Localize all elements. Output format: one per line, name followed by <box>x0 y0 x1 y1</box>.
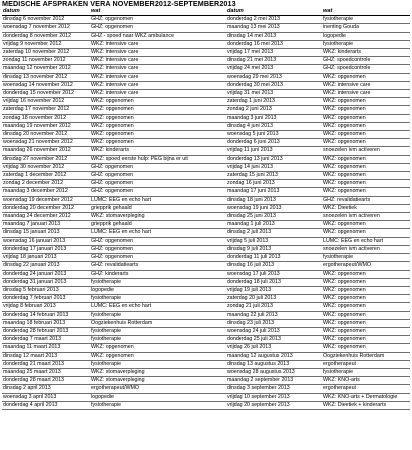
what-right-cell: snoezelen ivm activeren <box>322 245 410 253</box>
date-left-cell: dinsdag 22 januari 2013 <box>2 262 90 270</box>
date-left-cell: maandag 3 december 2012 <box>2 188 90 196</box>
date-left-cell: dinsdag 27 november 2012 <box>2 155 90 163</box>
what-right-cell: WKZ: opgenomen <box>322 286 410 294</box>
date-right-cell: vrijdag 26 juli 2013 <box>226 344 322 352</box>
date-left-cell: dinsdag 5 februari 2013 <box>2 286 90 294</box>
date-right-cell: woensdag 29 mei 2013 <box>226 73 322 81</box>
date-left-cell: vrijdag 9 november 2012 <box>2 40 90 48</box>
table-row <box>2 286 410 294</box>
date-left-cell: vrijdag 8 februari 2013 <box>2 303 90 311</box>
date-right-cell: zondag 2 juni 2013 <box>226 106 322 114</box>
what-left-cell: Oogziekenhuis Rotterdam <box>90 319 226 327</box>
date-left-cell: donderdag 4 april 2013 <box>2 401 90 409</box>
what-right-cell: WKZ: opgenomen <box>322 139 410 147</box>
date-right-cell: maandag 17 juni 2013 <box>226 188 322 196</box>
date-left-cell: woensdag 16 januari 2013 <box>2 237 90 245</box>
table-row <box>2 262 410 270</box>
date-left-cell: woensdag 3 april 2013 <box>2 393 90 401</box>
what-right-cell: WKZ: opgenomen <box>322 180 410 188</box>
what-right-cell: WKZ: opgenomen <box>322 319 410 327</box>
what-left-cell: griepprik gehaald <box>90 204 226 212</box>
what-right-cell: fysiotherapie <box>322 40 410 48</box>
what-right-cell: ergotherapeut/WMO <box>322 262 410 270</box>
what-right-cell: WKZ: opgenomen <box>322 278 410 286</box>
what-left-cell: GHZ: opgenomen <box>90 237 226 245</box>
table-row <box>2 180 410 188</box>
table-row <box>2 172 410 180</box>
what-right-cell: WKZ: Dieetiek <box>322 204 410 212</box>
date-left-cell: vrijdag 30 november 2012 <box>2 163 90 171</box>
table-row <box>2 147 410 155</box>
what-left-cell: GHZ: opgenomen <box>90 254 226 262</box>
date-left-cell: zondag 2 december 2012 <box>2 180 90 188</box>
what-right-cell: WKZ: kinderarts <box>322 49 410 57</box>
what-left-cell: GHZ: opgenomen <box>90 16 226 24</box>
date-right-cell: zondag 21 juli 2013 <box>226 303 322 311</box>
date-left-cell: maandag 25 maart 2013 <box>2 368 90 376</box>
what-right-cell: WKZ: opgenomen <box>322 270 410 278</box>
date-right-cell: vrijdag 31 mei 2013 <box>226 90 322 98</box>
date-left-cell: maandag 24 december 2012 <box>2 213 90 221</box>
table-row <box>2 278 410 286</box>
what-right-cell: WKZ: opgenomen <box>322 106 410 114</box>
table-row <box>2 131 410 139</box>
date-right-cell: zondag 16 juni 2013 <box>226 180 322 188</box>
date-right-cell: woensdag 28 augustus 2013 <box>226 368 322 376</box>
date-right-cell: donderdag 25 juli 2013 <box>226 336 322 344</box>
date-left-cell: donderdag 31 januari 2013 <box>2 278 90 286</box>
what-right-cell: Oogziekenhuis Rotterdam <box>322 352 410 360</box>
date-right-cell: vrijdag 14 juni 2013 <box>226 163 322 171</box>
date-left-cell: maandag 11 maart 2013 <box>2 344 90 352</box>
what-right-cell: fysiotherapie <box>322 368 410 376</box>
date-right-cell: vrijdag 19 juli 2013 <box>226 286 322 294</box>
table-row <box>2 401 410 409</box>
table-row <box>2 73 410 81</box>
what-right-cell: WKZ: opgenomen <box>322 98 410 106</box>
date-right-cell: zaterdag 20 juli 2013 <box>226 295 322 303</box>
date-left-cell: dinsdag 2 april 2013 <box>2 385 90 393</box>
what-left-cell: WKZ: opgenomen <box>90 352 226 360</box>
date-right-cell: donderdag 11 juli 2013 <box>226 254 322 262</box>
date-left-cell: donderdag 21 maart 2013 <box>2 360 90 368</box>
date-left-cell: dinsdag 20 november 2012 <box>2 131 90 139</box>
table-row <box>2 65 410 73</box>
date-right-cell: vrijdag 20 september 2013 <box>226 401 322 409</box>
what-left-cell: WKZ: intensive care <box>90 73 226 81</box>
date-left-cell: dinsdag 13 november 2012 <box>2 73 90 81</box>
date-right-cell: woensdag 5 juni 2013 <box>226 131 322 139</box>
what-left-cell: WKZ: opgenomen <box>90 106 226 114</box>
what-right-cell: WKZ: opgenomen <box>322 172 410 180</box>
what-right-cell: fysiotherapie <box>322 16 410 24</box>
date-right-cell: maandag 22 juli 2013 <box>226 311 322 319</box>
what-right-cell: WKZ: opgenomen <box>322 73 410 81</box>
table-row <box>2 393 410 401</box>
what-right-cell: WKZ: opgenomen <box>322 295 410 303</box>
date-right-cell: vrijdag 11 juni 2013 <box>226 147 322 155</box>
date-right-cell: maandag 12 augustus 2013 <box>226 352 322 360</box>
what-left-cell: WKZ: stomaverpleging <box>90 368 226 376</box>
document-title: MEDISCHE AFSPRAKEN VERA NOVEMBER2012-SEPTEMBER2013 <box>2 0 236 8</box>
what-right-cell: WKZ: opgenomen <box>322 344 410 352</box>
table-row <box>2 229 410 237</box>
date-right-cell: dinsdag 2 juli 2013 <box>226 229 322 237</box>
date-right-cell: zaterdag 1 juni 2013 <box>226 98 322 106</box>
what-left-cell: WKZ: opgenomen <box>90 131 226 139</box>
what-right-cell: WKZ: opgenomen <box>322 221 410 229</box>
date-right-cell: dinsdag 23 juli 2013 <box>226 319 322 327</box>
table-row <box>2 254 410 262</box>
date-left-cell: zondag 11 november 2012 <box>2 57 90 65</box>
date-left-cell: dinsdag 15 januari 2013 <box>2 229 90 237</box>
what-left-cell: LUMC: EEG en echo hart <box>90 229 226 237</box>
what-left-cell: fysiotherapie <box>90 360 226 368</box>
date-left-cell: donderdag 20 december 2012 <box>2 204 90 212</box>
date-left-cell: donderdag 24 januari 2013 <box>2 270 90 278</box>
table-row <box>2 24 410 32</box>
what-left-cell: WKZ: spoed eerste hulp: PEG bijna er uit <box>90 155 226 163</box>
what-left-cell: WKZ: intensive care <box>90 40 226 48</box>
what-left-cell: griepprik gehaald <box>90 221 226 229</box>
what-left-cell: WKZ: stomaverpleging <box>90 377 226 385</box>
date-left-cell: vrijdag 18 januari 2013 <box>2 254 90 262</box>
table-row <box>2 98 410 106</box>
table-row <box>2 368 410 376</box>
date-right-cell: woensdag 17 juli 2013 <box>226 270 322 278</box>
what-left-cell: logopedie <box>90 286 226 294</box>
date-right-cell: donderdag 30 mei 2013 <box>226 81 322 89</box>
what-right-cell: WKZ: intensive care <box>322 81 410 89</box>
date-right-cell: vrijdag 24 mei 2013 <box>226 65 322 73</box>
header-date-right: datum <box>226 8 322 16</box>
date-right-cell: maandag 1 juli 2013 <box>226 221 322 229</box>
what-left-cell: fysiotherapie <box>90 278 226 286</box>
what-right-cell: fysiotherapie <box>322 254 410 262</box>
date-right-cell: dinsdag 14 mei 2013 <box>226 32 322 40</box>
date-left-cell: maandag 7 januari 2013 <box>2 221 90 229</box>
table-row <box>2 90 410 98</box>
what-left-cell: fysiotherapie <box>90 311 226 319</box>
date-right-cell: maandag 13 mei 2013 <box>226 24 322 32</box>
what-right-cell: WKZ: opgenomen <box>322 163 410 171</box>
what-left-cell: WKZ: opgenomen <box>90 114 226 122</box>
date-left-cell: woensdag 14 november 2012 <box>2 81 90 89</box>
date-left-cell: donderdag 28 maart 2013 <box>2 377 90 385</box>
what-right-cell: snoezelen ivm activeren <box>322 147 410 155</box>
what-left-cell: fysiotherapie <box>90 336 226 344</box>
what-left-cell: GHZ: opgenomen <box>90 188 226 196</box>
table-row <box>2 196 410 204</box>
date-left-cell: zaterdag 1 december 2012 <box>2 172 90 180</box>
what-left-cell: GHZ: opgenomen <box>90 180 226 188</box>
date-left-cell: maandag 12 november 2012 <box>2 65 90 73</box>
date-right-cell: dinsdag 9 juli 2013 <box>226 245 322 253</box>
what-left-cell: GHZ: kinderarts <box>90 270 226 278</box>
date-right-cell: dinsdag 25 juni 2013 <box>226 213 322 221</box>
what-left-cell: fysiotherapie <box>90 327 226 335</box>
date-left-cell: donderdag 15 november 2012 <box>2 90 90 98</box>
table-row <box>2 295 410 303</box>
what-left-cell: WKZ: intensive care <box>90 90 226 98</box>
what-right-cell: WKZ: opgenomen <box>322 114 410 122</box>
what-left-cell: LUMC: EEG en echo hart <box>90 196 226 204</box>
date-right-cell: donderdag 13 juni 2013 <box>226 155 322 163</box>
what-left-cell: WKZ: opgenomen <box>90 344 226 352</box>
what-left-cell: GHZ: opgenomen <box>90 163 226 171</box>
what-right-cell: WKZ: opgenomen <box>322 155 410 163</box>
what-left-cell: GHZ: opgenomen <box>90 172 226 180</box>
table-row <box>2 188 410 196</box>
date-left-cell: woensdag 19 december 2012 <box>2 196 90 204</box>
table-row <box>2 155 410 163</box>
what-left-cell: fysiotherapie <box>90 295 226 303</box>
what-left-cell: WKZ: stomaverpleging <box>90 213 226 221</box>
table-row <box>2 385 410 393</box>
what-right-cell: LUMC: EEG en echo hart <box>322 237 410 245</box>
table-row <box>2 377 410 385</box>
date-left-cell: dinsdag 12 maart 2013 <box>2 352 90 360</box>
date-left-cell: maandag 26 november 2012 <box>2 147 90 155</box>
what-right-cell: WKZ: KNO-arts + Dermatologie <box>322 393 410 401</box>
what-left-cell: WKZ: opgenomen <box>90 122 226 130</box>
date-left-cell: donderdag 7 februari 2013 <box>2 295 90 303</box>
what-right-cell: WKZ: opgenomen <box>322 311 410 319</box>
what-left-cell: GHZ: revalidatiearts <box>90 262 226 270</box>
table-row <box>2 139 410 147</box>
date-right-cell: maandag 2 september 2013 <box>226 377 322 385</box>
date-right-cell: donderdag 16 mei 2013 <box>226 40 322 48</box>
what-right-cell: snoezelen ivm activeren <box>322 213 410 221</box>
what-right-cell: WKZ: opgenomen <box>322 229 410 237</box>
table-row <box>2 319 410 327</box>
header-what-right: wat <box>322 8 410 16</box>
what-right-cell: inenting Gouda <box>322 24 410 32</box>
table-row <box>2 352 410 360</box>
date-right-cell: zaterdag 15 juni 2013 <box>226 172 322 180</box>
date-right-cell: dinsdag 3 september 2013 <box>226 385 322 393</box>
what-left-cell: ergotherapeut/WMO <box>90 385 226 393</box>
what-right-cell: ergotherapeut <box>322 385 410 393</box>
what-left-cell: WKZ: opgenomen <box>90 139 226 147</box>
what-right-cell: WKZ: opgenomen <box>322 327 410 335</box>
table-row <box>2 221 410 229</box>
what-right-cell: WKZ: opgenomen <box>322 303 410 311</box>
table-row <box>2 213 410 221</box>
what-right-cell: GHZ: spoedcontrole <box>322 57 410 65</box>
what-left-cell: GHZ: opgenomen <box>90 24 226 32</box>
date-right-cell: woensdag 24 juli 2013 <box>226 327 322 335</box>
what-left-cell: GHZ - spoed naar WKZ ambulance <box>90 32 226 40</box>
what-left-cell: GHZ: opgenomen <box>90 245 226 253</box>
date-right-cell: vrijdag 17 mei 2013 <box>226 49 322 57</box>
header-date-left: datum <box>2 8 90 16</box>
table-row <box>2 303 410 311</box>
table-row <box>2 270 410 278</box>
what-right-cell: WKZ: intensive care <box>322 90 410 98</box>
table-row <box>2 122 410 130</box>
table-row <box>2 204 410 212</box>
table-row <box>2 163 410 171</box>
date-right-cell: donderdag 2 mei 2013 <box>226 16 322 24</box>
date-right-cell: donderdag 6 juni 2013 <box>226 139 322 147</box>
date-left-cell: donderdag 14 februari 2013 <box>2 311 90 319</box>
what-left-cell: WKZ: intensive care <box>90 81 226 89</box>
date-right-cell: vrijdag 10 september 2013 <box>226 393 322 401</box>
table-row <box>2 360 410 368</box>
table-row <box>2 327 410 335</box>
date-right-cell: dinsdag 21 mei 2013 <box>226 57 322 65</box>
date-right-cell: maandag 3 juni 2013 <box>226 114 322 122</box>
date-right-cell: dinsdag 4 juni 2013 <box>226 122 322 130</box>
what-right-cell: WKZ: opgenomen <box>322 188 410 196</box>
table-row <box>2 106 410 114</box>
table-row <box>2 16 410 24</box>
date-right-cell: dinsdag 16 juli 2013 <box>226 262 322 270</box>
table-row <box>2 81 410 89</box>
what-left-cell: WKZ: intensive care <box>90 49 226 57</box>
what-right-cell: WKZ: KNO-arts <box>322 377 410 385</box>
what-left-cell: logopedie <box>90 393 226 401</box>
what-left-cell: WKZ: opgenomen <box>90 98 226 106</box>
date-left-cell: donderdag 7 maart 2013 <box>2 336 90 344</box>
table-row <box>2 237 410 245</box>
table-row <box>2 344 410 352</box>
what-left-cell: WKZ: intensive care <box>90 65 226 73</box>
table-row <box>2 57 410 65</box>
table-row <box>2 245 410 253</box>
what-right-cell: WKZ: opgenomen <box>322 131 410 139</box>
date-left-cell: woensdag 7 november 2012 <box>2 24 90 32</box>
what-right-cell: WKZ: Dieetiek + kinderarts <box>322 401 410 409</box>
date-left-cell: dinsdag 6 november 2012 <box>2 16 90 24</box>
date-right-cell: donderdag 18 juli 2013 <box>226 278 322 286</box>
what-right-cell: logopedie <box>322 32 410 40</box>
table-row <box>2 49 410 57</box>
date-right-cell: dinsdag 18 juni 2013 <box>226 196 322 204</box>
what-left-cell: LUMC: EEG en echo hart <box>90 303 226 311</box>
what-right-cell: GHZ: spoedcontrole <box>322 65 410 73</box>
date-left-cell: donderdag 17 januari 2013 <box>2 245 90 253</box>
table-row <box>2 336 410 344</box>
table-row <box>2 32 410 40</box>
what-right-cell: WKZ: opgenomen <box>322 336 410 344</box>
header-what-left: wat <box>90 8 226 16</box>
what-left-cell: fysiotherapie <box>90 401 226 409</box>
date-left-cell: woensdag 21 november 2012 <box>2 139 90 147</box>
date-right-cell: woensdag 19 juni 2013 <box>226 204 322 212</box>
appointments-table <box>2 8 410 410</box>
date-left-cell: donderdag 28 februari 2013 <box>2 327 90 335</box>
date-right-cell: dinsdag 13 augustus 2013 <box>226 360 322 368</box>
what-left-cell: WKZ: kinderarts <box>90 147 226 155</box>
what-right-cell: ergotherapeut <box>322 360 410 368</box>
date-left-cell: zaterdag 10 november 2012 <box>2 49 90 57</box>
header-row <box>2 8 410 16</box>
date-left-cell: vrijdag 16 november 2012 <box>2 98 90 106</box>
date-left-cell: zaterdag 17 november 2012 <box>2 106 90 114</box>
date-left-cell: zondag 18 november 2012 <box>2 114 90 122</box>
what-left-cell: WKZ: intensive care <box>90 57 226 65</box>
date-left-cell: maandag 19 november 2012 <box>2 122 90 130</box>
date-left-cell: maandag 18 februari 2013 <box>2 319 90 327</box>
date-left-cell: donderdag 8 november 2012 <box>2 32 90 40</box>
date-right-cell: vrijdag 5 juli 2013 <box>226 237 322 245</box>
table-row <box>2 311 410 319</box>
table-row <box>2 114 410 122</box>
table-row <box>2 40 410 48</box>
what-right-cell: WKZ: opgenomen <box>322 122 410 130</box>
what-right-cell: GHZ: revalidatiearts <box>322 196 410 204</box>
